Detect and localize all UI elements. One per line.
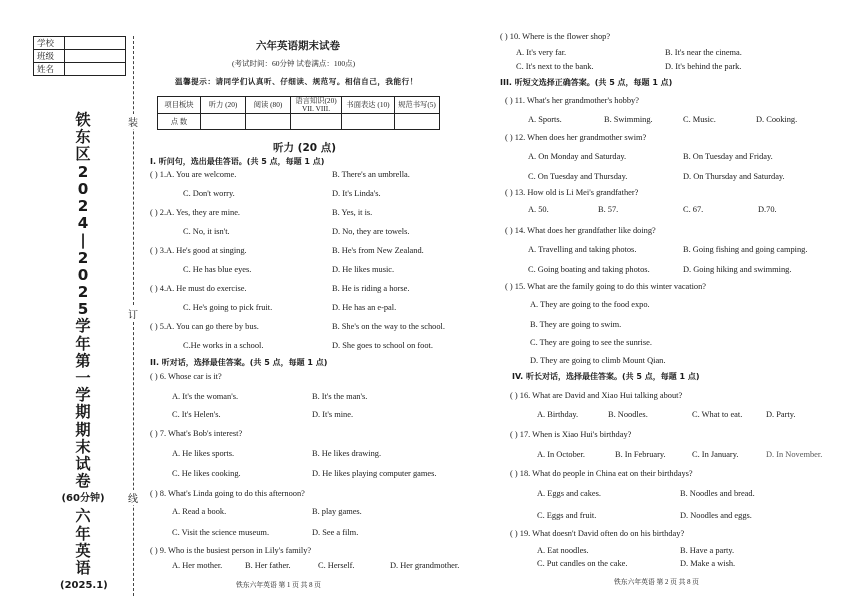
q18-c[interactable]: C. Eggs and fruit. <box>537 511 597 520</box>
q19-d[interactable]: D. Make a wish. <box>680 559 736 568</box>
q3-a[interactable]: ( ) 3.A. He's good at singing. <box>150 246 247 255</box>
q5-a[interactable]: ( ) 5.A. You can go there by bus. <box>150 322 259 331</box>
q5-d[interactable]: D. She goes to school on foot. <box>332 341 433 350</box>
vt-char: 学 <box>75 317 91 336</box>
q15-b[interactable]: B. They are going to swim. <box>530 320 622 329</box>
q5-b[interactable]: B. She's on the way to the school. <box>332 322 445 331</box>
q16-b[interactable]: B. Noodles. <box>608 410 648 419</box>
score-cell[interactable] <box>246 114 291 130</box>
vt-char: 期 <box>75 403 91 422</box>
cut-label-xian: 线 <box>128 490 138 505</box>
vt-char: 卷 <box>75 472 91 491</box>
q2-a[interactable]: ( ) 2.A. Yes, they are mine. <box>150 208 241 217</box>
q19-a[interactable]: A. Eat noodles. <box>537 546 589 555</box>
q11-a[interactable]: A. Sports. <box>528 115 562 124</box>
score-cell[interactable] <box>395 114 440 130</box>
q18-b[interactable]: B. Noodles and bread. <box>680 489 755 498</box>
q13-d[interactable]: D.70. <box>758 205 777 214</box>
vt-char: 年 <box>75 334 91 353</box>
info-label-class: 班级 <box>34 50 65 63</box>
q14-a[interactable]: A. Travelling and taking photos. <box>528 245 637 254</box>
q1-b[interactable]: B. There's an umbrella. <box>332 170 410 179</box>
q6-a[interactable]: A. It's the woman's. <box>172 392 239 401</box>
q14-c[interactable]: C. Going boating and taking photos. <box>528 265 650 274</box>
q10-a[interactable]: A. It's very far. <box>516 48 567 57</box>
q1-a[interactable]: ( ) 1.A. You are welcome. <box>150 170 237 179</box>
q13-c[interactable]: C. 67. <box>683 205 704 214</box>
q6-b[interactable]: B. It's the man's. <box>312 392 368 401</box>
q12-a[interactable]: A. On Monday and Saturday. <box>528 152 627 161</box>
vt-char: | <box>80 231 86 250</box>
q6-c[interactable]: C. It's Helen's. <box>172 410 221 419</box>
q18-stem: ( ) 18. What do people in China eat on their birthdays? <box>510 469 693 478</box>
info-label-name: 姓名 <box>34 63 65 76</box>
cut-label-ding: 订 <box>128 306 138 321</box>
q17-stem: ( ) 17. When is Xiao Hui's birthday? <box>510 430 632 439</box>
q10-c[interactable]: C. It's next to the bank. <box>516 62 594 71</box>
vt-char: 末 <box>75 437 91 456</box>
q11-c[interactable]: C. Music. <box>683 115 716 124</box>
q19-stem: ( ) 19. What doesn't David often do on his birthday? <box>510 529 685 538</box>
vt-char: 语 <box>75 559 91 578</box>
q4-a[interactable]: ( ) 4.A. He must do exercise. <box>150 284 247 293</box>
score-header: 语言知识(20) VII. VIII. <box>291 97 342 114</box>
q17-a[interactable]: A. In October. <box>537 450 585 459</box>
q16-a[interactable]: A. Birthday. <box>537 410 579 419</box>
vt-char: 2 <box>77 197 89 216</box>
vt-char: 0 <box>77 179 89 198</box>
student-info-box <box>33 36 126 76</box>
q4-d[interactable]: D. He has an e-pal. <box>332 303 397 312</box>
score-row-label: 点 数 <box>158 114 201 130</box>
q9-stem: ( ) 9. Who is the busiest person in Lily's family? <box>150 546 312 555</box>
q2-d[interactable]: D. No, they are towels. <box>332 227 410 236</box>
vt-char: 2 <box>77 283 89 302</box>
vt-duration: (60分钟) <box>61 493 105 505</box>
q11-d[interactable]: D. Cooking. <box>756 115 798 124</box>
q2-c[interactable]: C. No, it isn't. <box>183 227 230 236</box>
q9-a[interactable]: A. Her mother. <box>172 561 223 570</box>
q8-d[interactable]: D. See a film. <box>312 528 359 537</box>
q11-stem: ( ) 11. What's her grandmother's hobby? <box>505 96 639 105</box>
q15-c[interactable]: C. They are going to see the sunrise. <box>530 338 652 347</box>
info-label-school: 学校 <box>34 37 65 50</box>
info-value-name[interactable] <box>65 63 126 76</box>
vt-char: 铁 <box>75 111 91 129</box>
q7-b[interactable]: B. He likes drawing. <box>312 449 382 458</box>
vt-char: 期 <box>75 420 91 439</box>
vt-char: 六 <box>75 507 91 526</box>
vt-char: 第 <box>75 351 91 370</box>
q14-stem: ( ) 14. What does her grandfather like doing? <box>505 226 656 235</box>
q3-d[interactable]: D. He likes music. <box>332 265 395 274</box>
q7-c[interactable]: C. He likes cooking. <box>172 469 241 478</box>
score-header: 项目板块 <box>158 97 201 114</box>
q4-c[interactable]: C. He's going to pick fruit. <box>183 303 273 312</box>
q10-d[interactable]: D. It's behind the park. <box>665 62 742 71</box>
info-value-school[interactable] <box>65 37 126 50</box>
q5-c[interactable]: C.He works in a school. <box>183 341 264 350</box>
vt-char: 试 <box>75 455 91 474</box>
vt-char: 5 <box>77 300 89 319</box>
listening-title: 听力 (20 点) <box>273 142 337 154</box>
q2-b[interactable]: B. Yes, it is. <box>332 208 373 217</box>
q4-b[interactable]: B. He is riding a horse. <box>332 284 410 293</box>
score-header: 听力 (20) <box>201 97 246 114</box>
vertical-exam-title <box>60 111 108 595</box>
q17-c[interactable]: C. In January. <box>692 450 739 459</box>
q17-d[interactable]: D. In November. <box>766 450 823 459</box>
q12-b[interactable]: B. On Tuesday and Friday. <box>683 152 773 161</box>
score-cell[interactable] <box>201 114 246 130</box>
vt-char: 2 <box>77 248 89 267</box>
score-cell[interactable] <box>342 114 395 130</box>
q13-stem: ( ) 13. How old is Li Mei's grandfather? <box>505 188 639 197</box>
cut-label-zhuang: 装 <box>128 114 138 129</box>
q16-stem: ( ) 16. What are David and Xiao Hui talking about? <box>510 391 683 400</box>
q15-d[interactable]: D. They are going to climb Mount Qian. <box>530 356 666 365</box>
vt-char: 年 <box>75 524 91 543</box>
section-4-heading: IV. 听长对话，选择最佳答案。(共 5 点，每题 1 点) <box>512 372 700 381</box>
q11-b[interactable]: B. Swimming. <box>604 115 653 124</box>
section-2-heading: II. 听对话，选择最佳答案。(共 5 点，每题 1 点) <box>150 358 328 367</box>
info-value-class[interactable] <box>65 50 126 63</box>
q1-c[interactable]: C. Don't worry. <box>183 189 235 198</box>
score-header: 规范书写(5) <box>395 97 440 114</box>
q10-b[interactable]: B. It's near the cinema. <box>665 48 742 57</box>
exam-tip: 温馨提示：请同学们认真听、仔细读、规范写。相信自己，我能行！ <box>175 77 418 86</box>
footer-page-2: 铁东六年英语 第 2 页 共 8 页 <box>614 579 699 586</box>
vt-char: 0 <box>77 265 89 284</box>
q14-d[interactable]: D. Going hiking and swimming. <box>683 265 792 274</box>
q13-b[interactable]: B. 57. <box>598 205 619 214</box>
q8-b[interactable]: B. play games. <box>312 507 362 516</box>
vt-char: 区 <box>75 145 91 164</box>
q18-a[interactable]: A. Eggs and cakes. <box>537 489 601 498</box>
q7-a[interactable]: A. He likes sports. <box>172 449 235 458</box>
section-1-heading: I. 听问句，选出最佳答语。(共 5 点，每题 1 点) <box>150 157 325 166</box>
q15-stem: ( ) 15. What are the family going to do this winter vacation? <box>505 282 707 291</box>
vt-char: 英 <box>75 541 91 560</box>
q7-stem: ( ) 7. What's Bob's interest? <box>150 429 243 438</box>
q12-d[interactable]: D. On Thursday and Saturday. <box>683 172 785 181</box>
q8-c[interactable]: C. Visit the science museum. <box>172 528 270 537</box>
q9-d[interactable]: D. Her grandmother. <box>390 561 460 570</box>
q9-b[interactable]: B. Her father. <box>245 561 291 570</box>
score-cell[interactable] <box>291 114 342 130</box>
q7-d[interactable]: D. He likes playing computer games. <box>312 469 437 478</box>
q16-c[interactable]: C. What to eat. <box>692 410 743 419</box>
q6-stem: ( ) 6. Whose car is it? <box>150 372 222 381</box>
vt-char: 2 <box>77 162 89 181</box>
q14-b[interactable]: B. Going fishing and going camping. <box>683 245 808 254</box>
q15-a[interactable]: A. They are going to the food expo. <box>530 300 650 309</box>
score-header: 书面表达 (10) <box>342 97 395 114</box>
q13-a[interactable]: A. 50. <box>528 205 549 214</box>
q19-c[interactable]: C. Put candles on the cake. <box>537 559 628 568</box>
score-header: 阅读 (80) <box>246 97 291 114</box>
q9-c[interactable]: C. Herself. <box>318 561 355 570</box>
vt-char: 东 <box>75 128 91 147</box>
q3-c[interactable]: C. He has blue eyes. <box>183 265 252 274</box>
q12-stem: ( ) 12. When does her grandmother swim? <box>505 133 647 142</box>
q6-d[interactable]: D. It's mine. <box>312 410 354 419</box>
section-3-heading: III. 听短文选择正确答案。(共 5 点，每题 1 点) <box>500 78 673 87</box>
q8-a[interactable]: A. Read a book. <box>172 507 227 516</box>
q12-c[interactable]: C. On Tuesday and Thursday. <box>528 172 628 181</box>
exam-subtitle: (考试时间：60分钟 试卷满点：100点) <box>232 59 356 68</box>
vt-date: (2025.1) <box>60 580 108 592</box>
q1-d[interactable]: D. It's Linda's. <box>332 189 381 198</box>
q10-stem: ( ) 10. Where is the flower shop? <box>500 32 611 41</box>
vt-char: 4 <box>77 214 89 233</box>
q16-d[interactable]: D. Party. <box>766 410 796 419</box>
vt-char: 一 <box>75 369 91 388</box>
q8-stem: ( ) 8. What's Linda going to do this afternoon? <box>150 489 305 498</box>
score-table <box>157 96 440 130</box>
q17-b[interactable]: B. In February. <box>615 450 666 459</box>
q19-b[interactable]: B. Have a party. <box>680 546 735 555</box>
q3-b[interactable]: B. He's from New Zealand. <box>332 246 424 255</box>
footer-page-1: 铁东六年英语 第 1 页 共 8 页 <box>236 582 321 589</box>
page-title: 六年英语期末试卷 <box>256 40 340 52</box>
vt-char: 学 <box>75 386 91 405</box>
q18-d[interactable]: D. Noodles and eggs. <box>680 511 752 520</box>
